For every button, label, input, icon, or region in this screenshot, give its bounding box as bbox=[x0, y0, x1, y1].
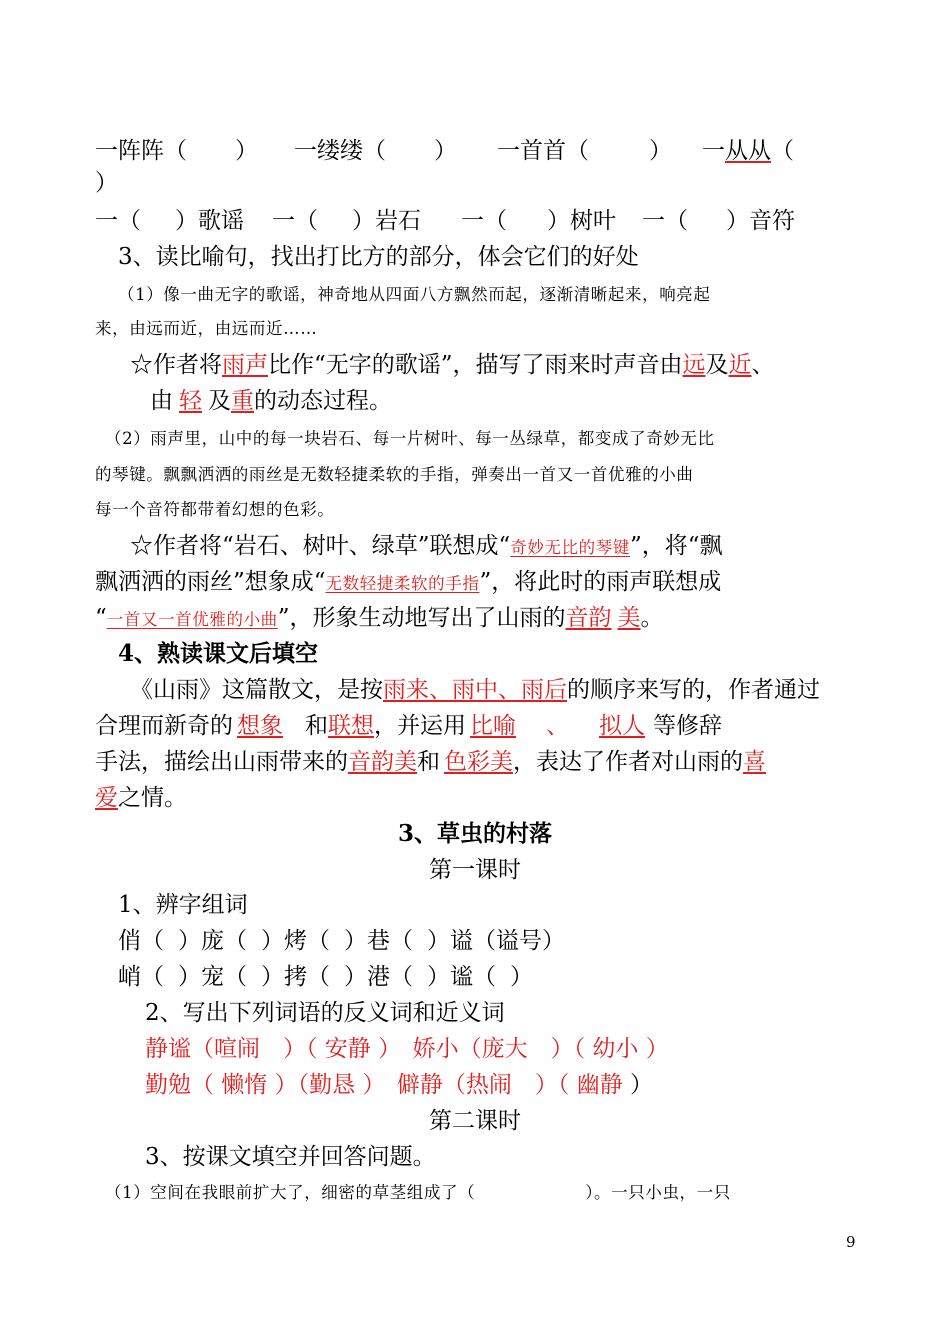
antonym-row2: 勤勉（ 懒惰 ）（勤恳 ） 僻静（热闹 ）（ 幽静 ） bbox=[145, 1072, 654, 1098]
q3-sentence2-line1: （2）雨声里，山中的每一块岩石、每一片树叶、每一丛绿草，都变成了奇妙无比 bbox=[105, 429, 715, 448]
lesson-title: 3、草虫的村落 bbox=[397, 820, 552, 847]
answer-qinjian: 奇妙无比的琴键 bbox=[510, 538, 630, 557]
answer-zhong: 重 bbox=[231, 388, 254, 414]
q4-line1: 《山雨》这篇散文，是按雨来、雨中、雨后的顺序来写的，作者通过 bbox=[130, 677, 820, 703]
mw-blank-3: 一首首（ bbox=[497, 138, 589, 164]
q3-sentence2-line3: 每一个音符都带着幻想的色彩。 bbox=[95, 500, 335, 519]
period2-heading: 第二课时 bbox=[429, 1108, 521, 1134]
answer-yinyunmei: 音韵美 bbox=[348, 749, 417, 775]
answer-xiangxiang: 想象 bbox=[237, 713, 283, 739]
answer-biyu: 比喻 bbox=[470, 713, 516, 739]
l3-q2-title: 2、写出下列词语的反义词和近义词 bbox=[145, 1000, 505, 1026]
q3-title: 3、读比喻句，找出打比方的部分，体会它们的好处 bbox=[118, 244, 639, 270]
page-number: 9 bbox=[846, 1233, 856, 1251]
answer-xiaoqu: 一首又一首优雅的小曲 bbox=[106, 610, 278, 629]
l3-q3-sentence1: （1）空间在我眼前扩大了，细密的草茎组成了（ ）。一只小虫，一只 bbox=[105, 1183, 731, 1202]
q4-line4: 爱之情。 bbox=[95, 785, 187, 811]
antonym-row1: 静谧（喧闹 ）（ 安静 ） 娇小（庞大 ）（ 幼小 ） bbox=[145, 1036, 669, 1062]
measure-words-row1-wrap: ） bbox=[95, 170, 118, 196]
q3-answer2-line3: “一首又一首优雅的小曲”，形象生动地写出了山雨的音韵 美。 bbox=[95, 605, 664, 631]
answer-xi: 喜 bbox=[743, 749, 766, 775]
q3-answer1-line1: ☆作者将雨声比作“无字的歌谣”，描写了雨来时声音由远及近、 bbox=[130, 352, 775, 378]
q4-line2: 合理而新奇的 想象 和联想，并运用 比喻 、 拟人 等修辞 bbox=[95, 713, 722, 739]
answer-qing: 轻 bbox=[179, 388, 202, 414]
answer-jin: 近 bbox=[728, 352, 752, 378]
l3-q1-row1: 俏（ ）庞（ ）烤（ ）巷（ ）谥（谥号） bbox=[118, 928, 565, 954]
mw-blank-1: 一阵阵（ bbox=[95, 138, 187, 164]
mw-yanshi: ）岩石 bbox=[352, 208, 421, 234]
answer-niren: 拟人 bbox=[599, 713, 645, 739]
answer-yinyun: 音韵 bbox=[565, 605, 612, 631]
answer-secaimei: 色彩美 bbox=[444, 749, 513, 775]
answer-shouzhi: 无数轻捷柔软的手指 bbox=[325, 574, 480, 593]
q3-answer2-line2: 飘洒洒的雨丝”想象成“无数轻捷柔软的手指”，将此时的雨声联想成 bbox=[95, 569, 722, 595]
measure-words-row2: 一（ ）歌谣 一（ ）岩石 一（ ）树叶 一（ ）音符 bbox=[95, 208, 795, 234]
q3-sentence2-line2: 的琴键。飘飘洒洒的雨丝是无数轻捷柔软的手指，弹奏出一首又一首优雅的小曲 bbox=[95, 465, 694, 484]
mw-blank-4: 从从 bbox=[725, 138, 771, 164]
q3-answer1-line2: 由 轻 及重的动态过程。 bbox=[150, 388, 392, 414]
l3-q1-title: 1、辨字组词 bbox=[118, 892, 248, 918]
mw-geyao: ）歌谣 bbox=[175, 208, 244, 234]
l3-q3-title: 3、按课文填空并回答问题。 bbox=[145, 1144, 436, 1170]
mw-blank-2: 一缕缕（ bbox=[294, 138, 386, 164]
answer-lianxiang: 联想 bbox=[328, 713, 374, 739]
q3-sentence1-line2: 来，由远而近，由远而近…… bbox=[95, 319, 318, 338]
mw-yinfu: ）音符 bbox=[726, 208, 795, 234]
q4-title: 4、熟读课文后填空 bbox=[118, 640, 319, 667]
answer-ai: 爱 bbox=[95, 785, 118, 811]
l3-q1-row2: 峭（ ）宠（ ）拷（ ）港（ ）谧（ ） bbox=[118, 964, 533, 990]
measure-words-row1: 一阵阵（ ） 一缕缕（ ） 一首首（ ） 一从从（ bbox=[95, 138, 794, 164]
q3-sentence1-line1: （1）像一曲无字的歌谣，神奇地从四面八方飘然而起，逐渐清晰起来，响亮起 bbox=[118, 285, 711, 304]
answer-yusheng: 雨声 bbox=[222, 352, 268, 378]
mw-shuye: ）树叶 bbox=[547, 208, 616, 234]
period1-heading: 第一课时 bbox=[429, 857, 521, 883]
q4-line3: 手法，描绘出山雨带来的音韵美和 色彩美，表达了作者对山雨的喜 bbox=[95, 749, 766, 775]
answer-order: 雨来、雨中、雨后 bbox=[383, 677, 567, 703]
answer-yuan: 远 bbox=[682, 352, 706, 378]
q3-answer2-line1: ☆作者将“岩石、树叶、绿草”联想成“奇妙无比的琴键”，将“飘 bbox=[130, 533, 723, 559]
